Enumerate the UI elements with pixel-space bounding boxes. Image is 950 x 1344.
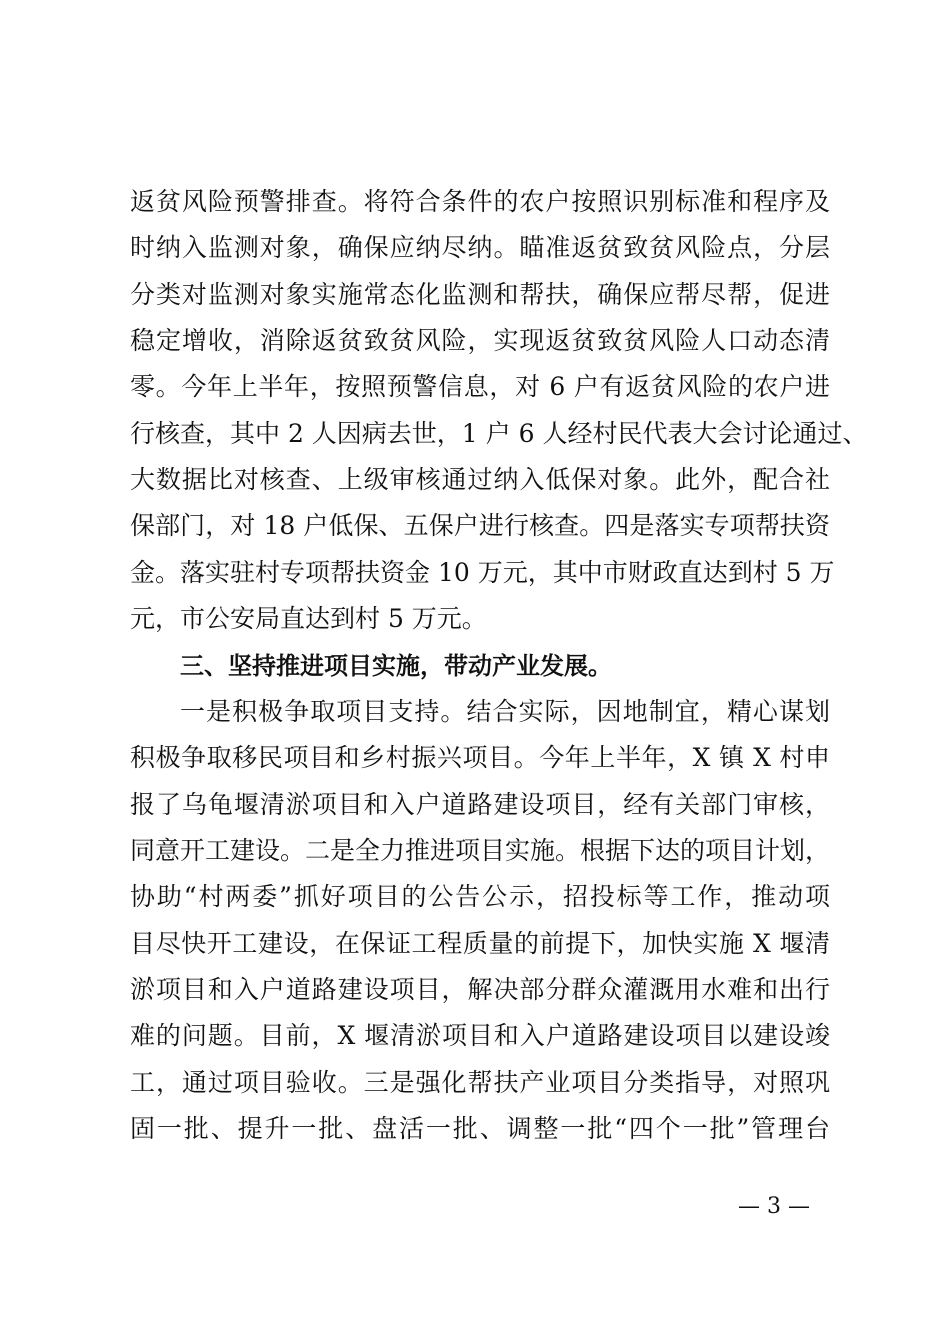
text-line: 一是积极争取项目支持。结合实际，因地制宜，精心谋划 <box>180 697 830 726</box>
text-line: 工，通过项目验收。三是强化帮扶产业项目分类指导，对照巩 <box>130 1068 830 1097</box>
text-line: 稳定增收，消除返贫致贫风险，实现返贫致贫风险人口动态清 <box>130 326 830 355</box>
text-line: 协助“村两委”抓好项目的公告公示，招投标等工作，推动项 <box>130 882 830 911</box>
text-line: 时纳入监测对象，确保应纳尽纳。瞄准返贫致贫风险点，分层 <box>130 233 830 262</box>
page-number: — 3 — <box>738 1194 810 1219</box>
text-line: 同意开工建设。二是全力推进项目实施。根据下达的项目计划， <box>130 836 831 865</box>
text-line: 目尽快开工建设，在保证工程质量的前提下，加快实施 X 堰清 <box>130 929 830 958</box>
text-line: 行核查，其中 2 人因病去世，1 户 6 人经村民代表大会讨论通过、 <box>130 419 868 448</box>
text-line: 金。落实驻村专项帮扶资金 10 万元，其中市财政直达到村 5 万 <box>130 558 835 587</box>
section-heading: 三、坚持推进项目实施，带动产业发展。 <box>180 652 612 680</box>
text-line: 元，市公安局直达到村 5 万元。 <box>130 604 487 633</box>
text-line: 积极争取移民项目和乡村振兴项目。今年上半年，X 镇 X 村申 <box>130 743 830 772</box>
text-line: 淤项目和入户道路建设项目，解决部分群众灌溉用水难和出行 <box>130 975 830 1004</box>
text-line: 固一批、提升一批、盘活一批、调整一批“四个一批”管理台 <box>130 1114 830 1143</box>
text-line: 保部门，对 18 户低保、五保户进行核查。四是落实专项帮扶资 <box>130 511 830 540</box>
text-line: 分类对监测对象实施常态化监测和帮扶，确保应帮尽帮，促进 <box>130 280 830 309</box>
text-line: 零。今年上半年，按照预警信息，对 6 户有返贫风险的农户进 <box>130 372 830 401</box>
text-line: 报了乌龟堰清淤项目和入户道路建设项目，经有关部门审核， <box>130 790 830 819</box>
text-line: 大数据比对核查、上级审核通过纳入低保对象。此外，配合社 <box>130 465 830 494</box>
text-line: 返贫风险预警排查。将符合条件的农户按照识别标准和程序及 <box>130 187 830 216</box>
text-line: 难的问题。目前，X 堰清淤项目和入户道路建设项目以建设竣 <box>130 1021 830 1050</box>
